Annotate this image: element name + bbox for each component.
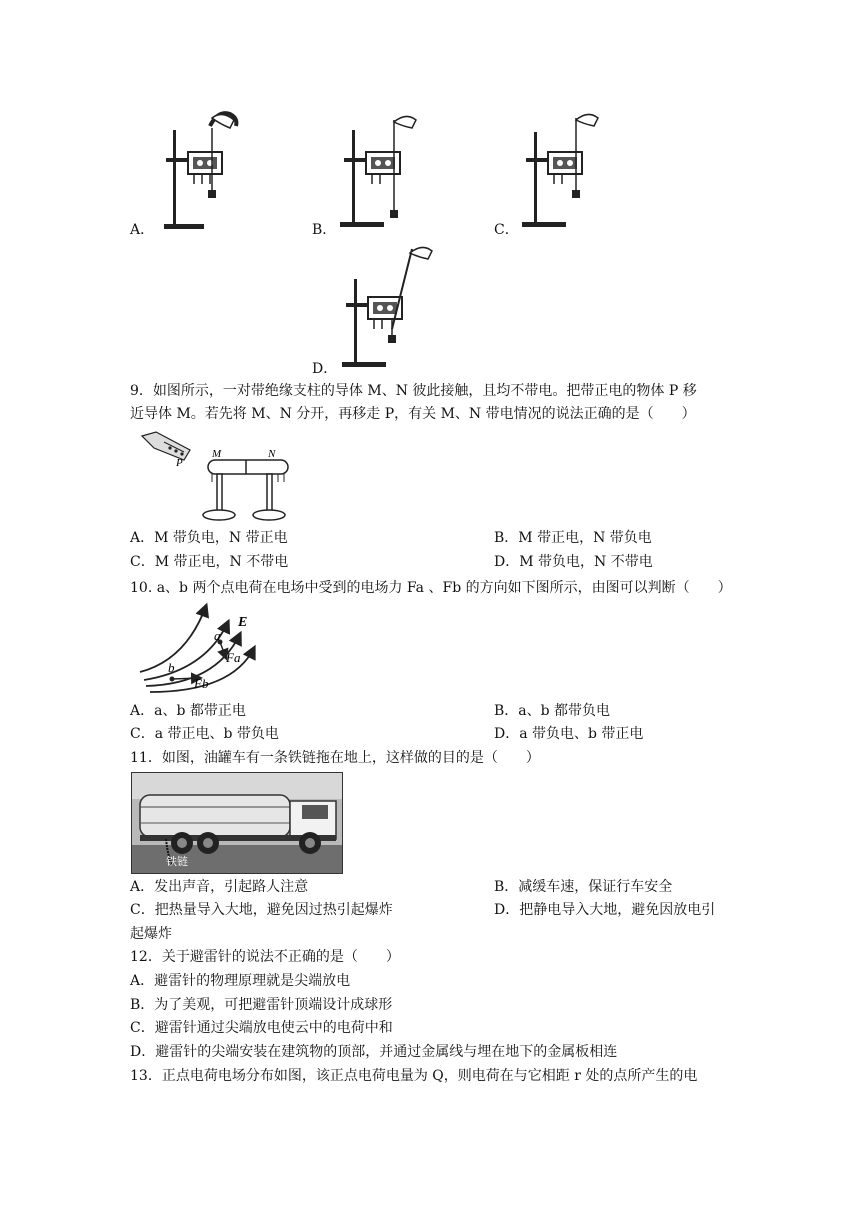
q9-figure: [138, 430, 308, 522]
q9-stem-line1: 9．如图所示，一对带绝缘支柱的导体 M、N 彼此接触，且均不带电。把带正电的物体 P 移: [130, 383, 697, 399]
q10-figure: [136, 600, 266, 695]
q8-option-b-label[interactable]: B．: [312, 222, 337, 238]
q10-stem: 10. a、b 两个点电荷在电场中受到的电场力 Fa 、Fb 的方向如下图所示，由图可以判断（ ）: [130, 580, 732, 596]
q12-option-b[interactable]: B．为了美观，可把避雷针顶端设计成球形: [130, 997, 393, 1013]
q9-option-a[interactable]: A．M 带负电，N 带正电: [130, 530, 288, 546]
q11-option-a[interactable]: A．发出声音，引起路人注意: [130, 879, 309, 895]
q10-label-a: a: [214, 628, 221, 643]
q11-option-b[interactable]: B．减缓车速，保证行车安全: [494, 879, 673, 895]
q11-option-d-continuation: 起爆炸: [130, 926, 172, 942]
q8-option-d-label[interactable]: D．: [312, 361, 338, 377]
q9-label-p: P: [176, 457, 183, 469]
q9-option-c[interactable]: C．M 带正电，N 不带电: [130, 554, 289, 570]
q11-option-c[interactable]: C．把热量导入大地，避免因过热引起爆炸: [130, 902, 393, 918]
q10-option-b[interactable]: B．a、b 都带负电: [494, 703, 611, 719]
q10-option-c[interactable]: C．a 带正电、b 带负电: [130, 726, 279, 742]
q8-option-c-label[interactable]: C．: [494, 222, 519, 238]
q12-option-c[interactable]: C．避雷针通过尖端放电使云中的电荷中和: [130, 1020, 393, 1036]
q10-label-b: b: [168, 660, 175, 675]
q9-stem-line2: 近导体 M。若先将 M、N 分开，再移走 P，有关 M、N 带电情况的说法正确的是（ ）: [130, 406, 696, 422]
q9-option-b[interactable]: B．M 带正电，N 带负电: [494, 530, 652, 546]
q10-label-fa: Fa: [226, 650, 241, 665]
q9-label-m: M: [212, 448, 222, 460]
q12-option-a[interactable]: A．避雷针的物理原理就是尖端放电: [130, 973, 351, 989]
q8-figure-b: [338, 110, 448, 230]
q8-figure-a: [160, 100, 270, 230]
q9-option-d[interactable]: D．M 带负电，N 不带电: [494, 554, 653, 570]
q8-figure-c: [520, 110, 630, 230]
q10-option-a[interactable]: A．a、b 都带正电: [130, 703, 246, 719]
q8-option-a-label[interactable]: A．: [130, 222, 155, 238]
q10-label-fb: Fb: [194, 676, 209, 691]
q12-option-d[interactable]: D．避雷针的尖端安装在建筑物的顶部，并通过金属线与埋在地下的金属板相连: [130, 1044, 618, 1060]
q11-option-d[interactable]: D．把静电导入大地，避免因放电引: [494, 902, 716, 918]
q11-stem: 11．如图，油罐车有一条铁链拖在地上，这样做的目的是（ ）: [130, 750, 540, 766]
q8-figure-d: [340, 245, 450, 370]
tanker-truck-photo: [131, 772, 343, 874]
q10-option-d[interactable]: D．a 带负电、b 带正电: [494, 726, 644, 742]
q9-label-n: N: [268, 448, 276, 460]
photo-caption: 铁链: [166, 855, 188, 868]
q10-label-e: E: [238, 615, 248, 630]
q12-stem: 12．关于避雷针的说法不正确的是（ ）: [130, 949, 400, 965]
q13-stem: 13．正点电荷电场分布如图，该正点电荷电量为 Q，则电荷在与它相距 r 处的点所产生的电: [130, 1068, 698, 1084]
